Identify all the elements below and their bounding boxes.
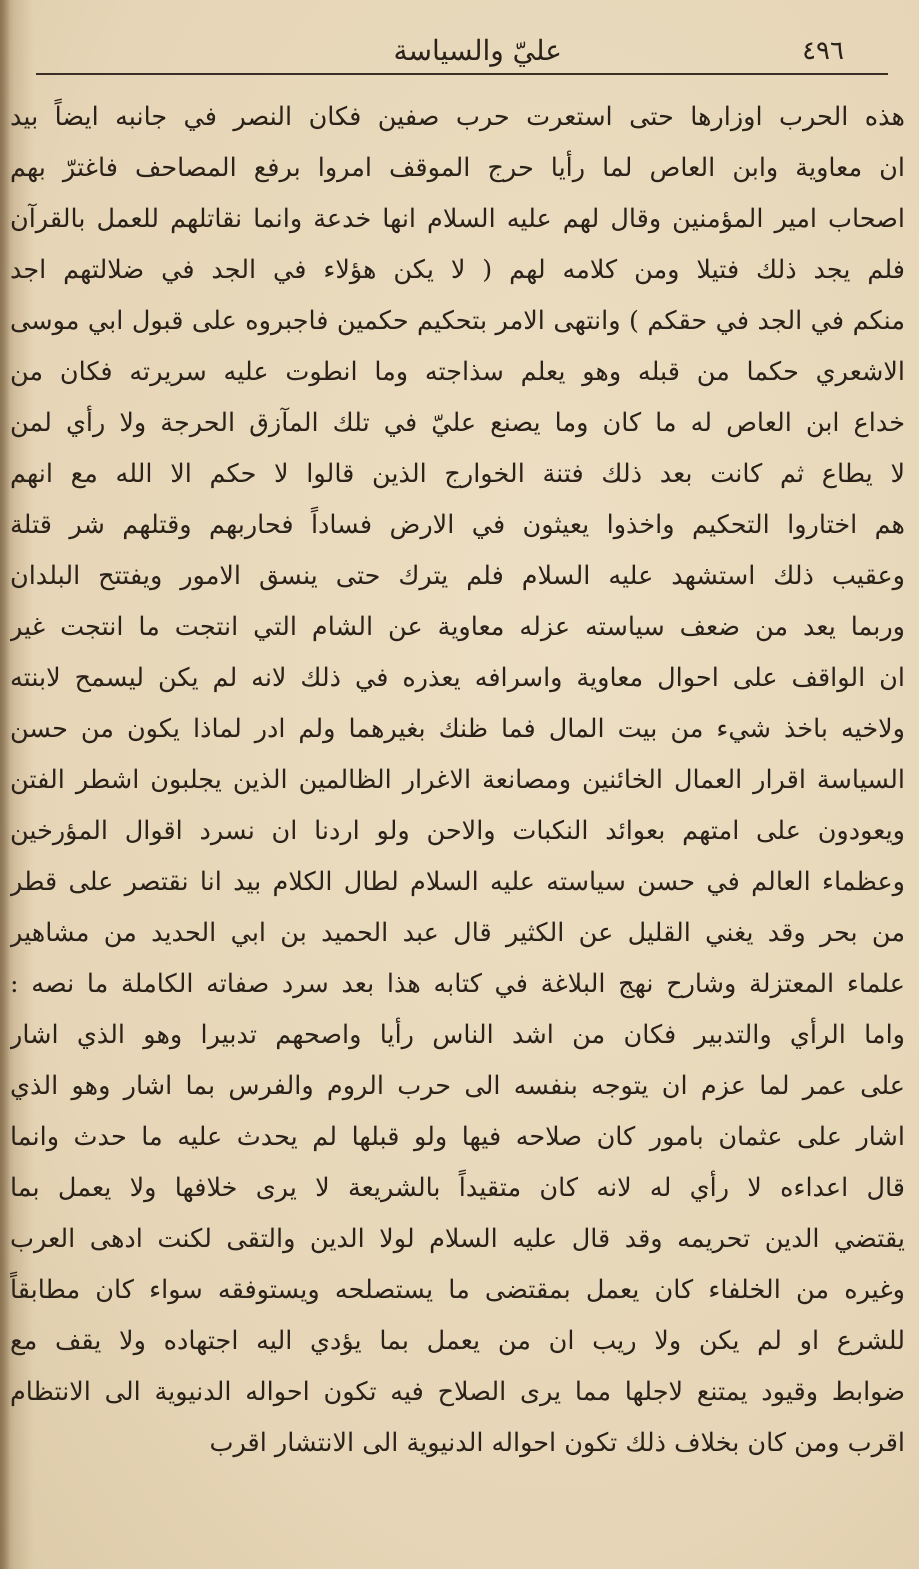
text-line: قال اعداءه لا رأي له لانه كان متقيداً بالشريعة لا يرى خلافها ولا يعمل بما bbox=[10, 1173, 905, 1203]
text-line: وغيره من الخلفاء كان يعمل بمقتضى ما يستصلحه ويستوفقه سواء كان مطابقاً bbox=[10, 1275, 905, 1305]
text-line: على عمر لما عزم ان يتوجه بنفسه الى حرب الروم والفرس بما اشار وهو الذي bbox=[10, 1071, 905, 1101]
text-line: الاشعري حكما من قبله وهو يعلم سذاجته وما انطوت عليه سريرته فكان من bbox=[10, 357, 905, 387]
text-line: يقتضي الدين تحريمه وقد قال عليه السلام لولا الدين والتقى لكنت ادهى العرب bbox=[10, 1224, 905, 1254]
text-line: السياسة اقرار العمال الخائنين ومصانعة الاغرار الظالمين الذين يجلبون اشطر الفتن bbox=[10, 765, 905, 795]
text-line: ان الواقف على احوال معاوية واسرافه يعذره في ذلك لانه لم يكن ليسمح لابنته bbox=[10, 663, 905, 693]
header-rule bbox=[36, 73, 888, 75]
text-line: خداع ابن العاص له ما كان وما يصنع عليّ في تلك المآزق الحرجة ولا رأي لمن bbox=[10, 408, 905, 438]
text-line: وعظماء العالم في حسن سياسته عليه السلام لطال الكلام بيد انا نقتصر على قطر bbox=[10, 867, 905, 897]
text-line: للشرع او لم يكن ولا ريب ان من يعمل بما يؤدي اليه اجتهاده ولا يقف مع bbox=[10, 1326, 905, 1356]
page-header bbox=[30, 26, 892, 76]
text-line: منكم في الجد في حقكم ) وانتهى الامر بتحكيم حكمين فاجبروه على قبول ابي موسى bbox=[10, 306, 905, 336]
text-line: هم اختاروا التحكيم واخذوا يعيثون في الارض فساداً فحاربهم وقتلهم شر قتلة bbox=[10, 510, 905, 540]
text-line: هذه الحرب اوزارها حتى استعرت حرب صفين فكان النصر في جانبه ايضاً بيد bbox=[10, 102, 905, 132]
text-line: ولاخيه باخذ شيء من بيت المال فما ظنك بغيرهما ولم ادر لماذا يكون من حسن bbox=[10, 714, 905, 744]
text-line: واما الرأي والتدبير فكان من اشد الناس رأيا واصحهم تدبيرا وهو الذي اشار bbox=[10, 1020, 905, 1050]
running-title: عليّ والسياسة bbox=[393, 34, 562, 67]
body-text bbox=[10, 92, 905, 1469]
text-line: علماء المعتزلة وشارح نهج البلاغة في كتابه هذا بعد سرد صفاته الكاملة ما نصه : bbox=[10, 969, 905, 999]
page-number: ٤٩٦ bbox=[802, 36, 844, 66]
text-line: ويعودون على امتهم بعوائد النكبات والاحن ولو اردنا ان نسرد اقوال المؤرخين bbox=[10, 816, 905, 846]
text-line: ان معاوية وابن العاص لما رأيا حرج الموقف امروا برفع المصاحف فاغترّ بهم bbox=[10, 153, 905, 183]
text-line: وربما يعد من ضعف سياسته عزله معاوية عن الشام التي انتجت ما انتجت غير bbox=[10, 612, 905, 642]
text-line: اصحاب امير المؤمنين وقال لهم عليه السلام انها خدعة وانما نقاتلهم للعمل بالقرآن bbox=[10, 204, 905, 234]
text-line: ضوابط وقيود يمتنع لاجلها مما يرى الصلاح فيه تكون احواله الدنيوية الى الانتظام bbox=[10, 1377, 905, 1407]
text-line: لا يطاع ثم كانت بعد ذلك فتنة الخوارج الذين قالوا لا حكم الا الله مع انهم bbox=[10, 459, 905, 489]
text-line: اقرب ومن كان بخلاف ذلك تكون احواله الدنيوية الى الانتشار اقرب bbox=[209, 1428, 905, 1458]
text-line: اشار على عثمان بامور كان صلاحه فيها ولو قبلها لم يحدث عليه ما حدث وانما bbox=[10, 1122, 905, 1152]
text-line: فلم يجد ذلك فتيلا ومن كلامه لهم ( لا يكن هؤلاء في الجد في ضلالتهم اجد bbox=[10, 255, 905, 285]
text-line: من بحر وقد يغني القليل عن الكثير قال عبد الحميد بن ابي الحديد من مشاهير bbox=[10, 918, 905, 948]
binding-gutter bbox=[0, 0, 10, 1569]
text-line: وعقيب ذلك استشهد عليه السلام فلم يترك حتى ينسق الامور ويفتتح البلدان bbox=[10, 561, 905, 591]
